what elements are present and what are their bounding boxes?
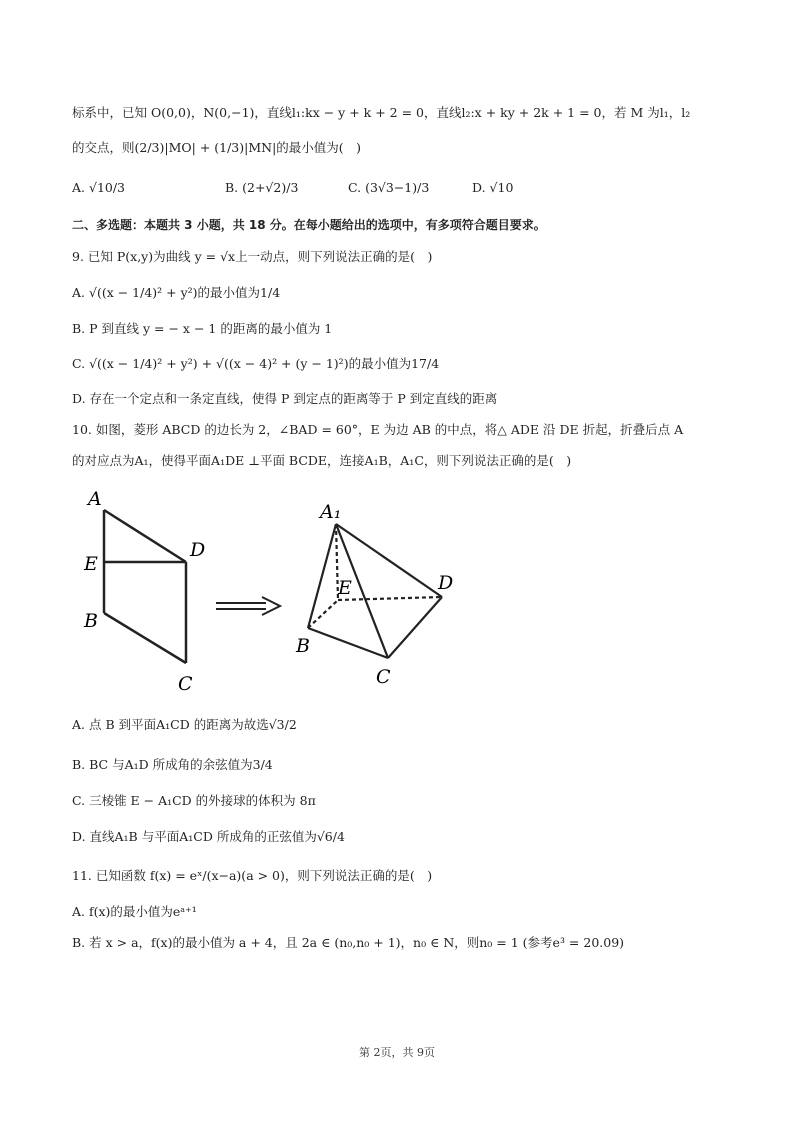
q8-option-b: B. (2+√2)/3 bbox=[225, 180, 299, 195]
q8-option-a: A. √10/3 bbox=[72, 180, 126, 195]
q8-option-c: C. (3√3−1)/3 bbox=[348, 180, 430, 195]
label-right-e: E bbox=[338, 577, 352, 599]
arrow-icon bbox=[216, 597, 280, 615]
section-heading-multi-choice: 二、多选题：本题共 3 小题，共 18 分。在每小题给出的选项中，有多项符合题目要求。 bbox=[72, 218, 546, 232]
label-right-a1: A₁ bbox=[320, 501, 342, 523]
q10-figure bbox=[70, 480, 480, 695]
q9-stem: 9. 已知 P(x,y)为曲线 y = √x上一动点，则下列说法正确的是( ) bbox=[72, 249, 433, 264]
label-right-b: B bbox=[296, 635, 310, 657]
label-left-d: D bbox=[190, 539, 206, 561]
label-left-e: E bbox=[84, 553, 98, 575]
q10-option-d: D. 直线A₁B 与平面A₁CD 所成角的正弦值为√6/4 bbox=[72, 829, 345, 844]
q11-option-a: A. f(x)的最小值为eᵃ⁺¹ bbox=[72, 904, 197, 919]
q11-option-b: B. 若 x > a，f(x)的最小值为 a + 4，且 2a ∈ (n₀,n₀ + 1)，n₀ ∈ N，则n₀ = 1 (参考e³ = 20.09) bbox=[72, 935, 625, 950]
q9-option-b: B. P 到直线 y = − x − 1 的距离的最小值为 1 bbox=[72, 321, 333, 336]
label-right-d: D bbox=[438, 572, 454, 594]
q9-option-d: D. 存在一个定点和一条定直线，使得 P 到定点的距离等于 P 到定直线的距离 bbox=[72, 391, 498, 406]
q8-line1: 标系中，已知 O(0,0)，N(0,−1)，直线l₁:kx − y + k + 2 = 0，直线l₂:x + ky + 2k + 1 = 0，若 M 为l₁，l₂ bbox=[72, 105, 691, 120]
rhombus-figure bbox=[104, 510, 186, 663]
q10-stem-line1: 10. 如图，菱形 ABCD 的边长为 2，∠BAD = 60°，E 为边 AB 的中点，将△ ADE 沿 DE 折起，折叠后点 A bbox=[72, 422, 684, 437]
q8-line2: 的交点，则(2/3)|MO| + (1/3)|MN|的最小值为( ) bbox=[72, 140, 362, 155]
q10-option-b: B. BC 与A₁D 所成角的余弦值为3/4 bbox=[72, 757, 273, 772]
label-left-b: B bbox=[84, 610, 98, 632]
page-footer: 第 2页，共 9页 bbox=[359, 1046, 435, 1059]
q10-option-a: A. 点 B 到平面A₁CD 的距离为故选√3/2 bbox=[72, 717, 297, 732]
label-left-c: C bbox=[178, 673, 193, 695]
q8-option-d: D. √10 bbox=[472, 180, 514, 195]
q9-option-c: C. √((x − 1/4)² + y²) + √((x − 4)² + (y − 1)²)的最小值为17/4 bbox=[72, 356, 440, 371]
q10-stem-line2: 的对应点为A₁，使得平面A₁DE ⊥平面 BCDE，连接A₁B，A₁C，则下列说法正确的是( ) bbox=[72, 453, 572, 468]
label-right-c: C bbox=[376, 666, 391, 688]
label-left-a: A bbox=[88, 488, 102, 510]
tetrahedron-figure bbox=[308, 524, 442, 658]
q11-stem: 11. 已知函数 f(x) = eˣ/(x−a)(a > 0)，则下列说法正确的是( ) bbox=[72, 868, 433, 883]
q9-option-a: A. √((x − 1/4)² + y²)的最小值为1/4 bbox=[72, 285, 281, 300]
q10-option-c: C. 三棱锥 E − A₁CD 的外接球的体积为 8π bbox=[72, 793, 316, 808]
